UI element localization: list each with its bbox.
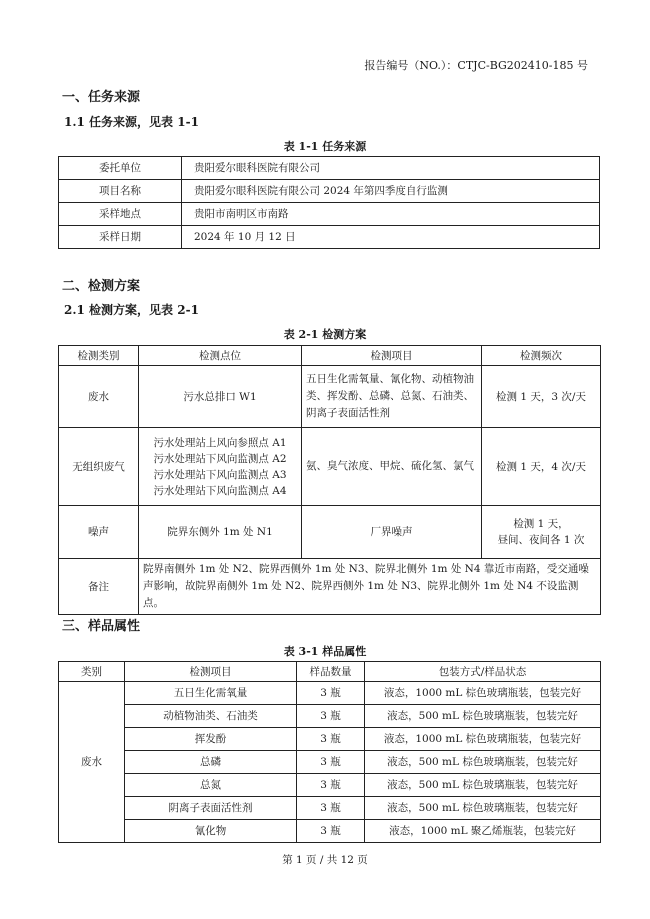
column-header: 包装方式/样品状态	[365, 662, 601, 682]
table-row	[59, 366, 601, 428]
table-cell: 3 瓶	[297, 820, 365, 843]
table-cell: 挥发酚	[125, 728, 297, 751]
table-cell: 阴离子表面活性剂	[125, 797, 297, 820]
sample-attributes-table	[58, 661, 601, 843]
frequency-line: 昼间、夜间各 1 次	[497, 534, 585, 546]
sampling-point: 污水处理站下风向监测点 A2	[153, 452, 287, 465]
column-header: 检测项目	[125, 662, 297, 682]
table-cell: 2024 年 10 月 12 日	[182, 226, 600, 249]
column-header: 检测类别	[59, 346, 139, 366]
table-cell: 总磷	[125, 751, 297, 774]
table-row	[59, 203, 600, 226]
column-header: 检测点位	[139, 346, 302, 366]
sampling-point: 污水处理站下风向监测点 A4	[153, 484, 287, 497]
table-cell: 贵阳市南明区市南路	[182, 203, 600, 226]
report-number: 报告编号（NO.）：CTJC-BG202410-185 号	[364, 59, 588, 72]
table-cell: 贵阳爱尔眼科医院有限公司 2024 年第四季度自行监测	[182, 180, 600, 203]
frequency-line: 检测 1 天，	[513, 518, 569, 530]
table-row	[59, 682, 601, 705]
table-row	[59, 559, 601, 615]
table-cell: 液态，1000 mL 棕色玻璃瓶装，包装完好	[365, 728, 601, 751]
table-cell: 液态，1000 mL 棕色玻璃瓶装，包装完好	[365, 682, 601, 705]
table-cell: 液态，500 mL 棕色玻璃瓶装，包装完好	[365, 751, 601, 774]
table-cell: 液态，500 mL 棕色玻璃瓶装，包装完好	[365, 797, 601, 820]
section2-title: 二、检测方案	[62, 279, 141, 294]
table-row	[59, 428, 601, 506]
table-row	[59, 774, 601, 797]
table1-caption: 表 1-1 任务来源	[283, 140, 367, 153]
table-cell: 委托单位	[59, 157, 182, 180]
table-cell: 动植物油类、石油类	[125, 705, 297, 728]
table-cell	[482, 506, 601, 559]
table-cell: 污水总排口 W1	[139, 366, 302, 428]
section2-subtitle: 2.1 检测方案，见表 2-1	[64, 303, 199, 317]
table-cell: 项目名称	[59, 180, 182, 203]
table-cell: 总氮	[125, 774, 297, 797]
table2-caption: 表 2-1 检测方案	[283, 328, 367, 341]
table-cell: 无组织废气	[59, 428, 139, 506]
table-cell: 氨、臭气浓度、甲烷、硫化氢、氯气	[302, 428, 482, 506]
table-cell: 贵阳爱尔眼科医院有限公司	[182, 157, 600, 180]
task-source-table	[58, 156, 600, 249]
table-cell	[139, 428, 302, 506]
table-cell: 废水	[59, 366, 139, 428]
sampling-point: 污水处理站下风向监测点 A3	[153, 468, 287, 481]
table-cell: 液态，500 mL 棕色玻璃瓶装，包装完好	[365, 774, 601, 797]
table3-caption: 表 3-1 样品属性	[283, 645, 367, 658]
test-plan-table	[58, 345, 601, 615]
table-cell: 3 瓶	[297, 751, 365, 774]
table-row	[59, 506, 601, 559]
column-header: 类别	[59, 662, 125, 682]
table-cell: 3 瓶	[297, 728, 365, 751]
table-cell: 3 瓶	[297, 774, 365, 797]
table-cell: 液态，1000 mL 聚乙烯瓶装，包装完好	[365, 820, 601, 843]
table-cell: 备注	[59, 559, 139, 615]
sampling-point: 污水处理站上风向参照点 A1	[153, 436, 287, 449]
table-cell: 液态，500 mL 棕色玻璃瓶装，包装完好	[365, 705, 601, 728]
table-cell: 3 瓶	[297, 705, 365, 728]
table-cell: 废水	[59, 682, 125, 843]
table-cell: 3 瓶	[297, 682, 365, 705]
table-cell: 检测 1 天，3 次/天	[482, 366, 601, 428]
table-row	[59, 157, 600, 180]
remark-cell: 院界南侧外 1m 处 N2、院界西侧外 1m 处 N3、院界北侧外 1m 处 N4 靠近市南路，受交通噪声影响，故院界南侧外 1m 处 N2、院界西侧外 1m 处 N3、院界北侧外 1m 处 N4 不设监测点。	[139, 559, 601, 615]
table-header-row	[59, 662, 601, 682]
table-row	[59, 705, 601, 728]
table-row	[59, 180, 600, 203]
section1-title: 一、任务来源	[62, 90, 141, 105]
table-cell: 院界东侧外 1m 处 N1	[139, 506, 302, 559]
table-cell: 采样日期	[59, 226, 182, 249]
table-cell: 五日生化需氧量	[125, 682, 297, 705]
table-header-row	[59, 346, 601, 366]
table-cell: 噪声	[59, 506, 139, 559]
table-cell: 检测 1 天，4 次/天	[482, 428, 601, 506]
table-cell: 氰化物	[125, 820, 297, 843]
table-cell: 3 瓶	[297, 797, 365, 820]
table-row	[59, 797, 601, 820]
table-cell: 采样地点	[59, 203, 182, 226]
table-row	[59, 728, 601, 751]
table-cell: 五日生化需氧量、氰化物、动植物油类、挥发酚、总磷、总氮、石油类、阴离子表面活性剂	[302, 366, 482, 428]
column-header: 样品数量	[297, 662, 365, 682]
section3-title: 三、样品属性	[62, 619, 141, 634]
column-header: 检测频次	[482, 346, 601, 366]
table-row	[59, 751, 601, 774]
section1-subtitle: 1.1 任务来源，见表 1-1	[64, 115, 199, 129]
column-header: 检测项目	[302, 346, 482, 366]
table-row	[59, 226, 600, 249]
page-number: 第 1 页 / 共 12 页	[282, 854, 368, 866]
table-row	[59, 820, 601, 843]
table-cell: 厂界噪声	[302, 506, 482, 559]
